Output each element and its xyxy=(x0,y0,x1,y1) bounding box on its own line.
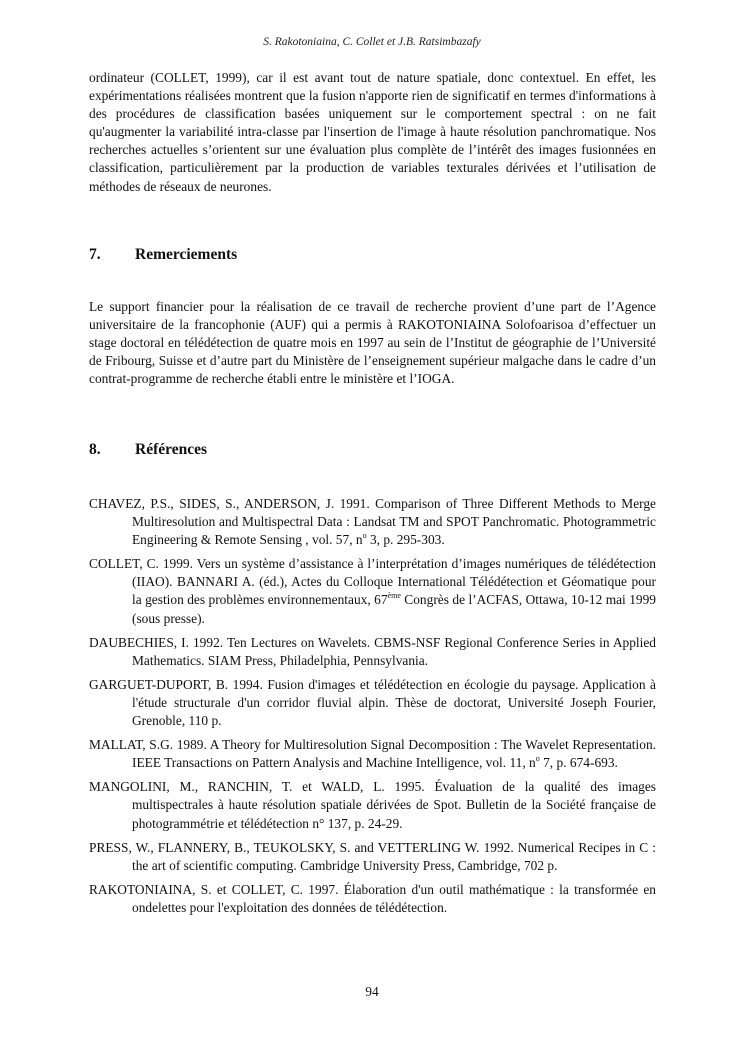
page-number: 94 xyxy=(365,984,379,999)
reference-item: GARGUET-DUPORT, B. 1994. Fusion d'images et télédétection en écologie du paysage. Application à l'étude structurale d'un corridor fluvial alpin. Thèse de doctorat, Université Joseph Fourier, Grenoble, 110 p. xyxy=(89,676,656,729)
reference-item: MALLAT, S.G. 1989. A Theory for Multiresolution Signal Decomposition : The Wavelet Representation. IEEE Transactions on Pattern Analysis and Machine Intelligence, vol. 11, $n^o$ 7, p. 674-693. xyxy=(89,737,656,771)
reference-item: PRESS, W., FLANNERY, B., TEUKOLSKY, S. and VETTERLING W. 1992. Numerical Recipes in C : the art of scientific computing. Cambridge University Press, Cambridge, 702 p. xyxy=(89,839,656,873)
reference-item: RAKOTONIAINA, S. et COLLET, C. 1997. Élaboration d'un outil mathématique : la transformée en ondelettes pour l'exploitation des données de télédétection. xyxy=(89,881,656,915)
section-heading-remerciements xyxy=(89,246,237,264)
section-number: 8. xyxy=(89,441,101,458)
reference-list xyxy=(89,495,656,923)
intro-paragraph: ordinateur (COLLET, 1999), car il est avant tout de nature spatiale, donc contextuel. En effet, les expérimentations réalisées montrent que la fusion n'apporte rien de significatif en termes d'informations à des procédures de classification basées uniquement sur le comportement spectral : on ne fait qu'augmenter la variabilité intra-classe par l'insertion de l'image à haute résolution panchromatique. Nos recherches actuelles s’orientent sur une évaluation plus complète de l’intérêt des images fusionnées en classification, particulièrement par la production de variables texturales dérivées et l’utilisation de méthodes de réseaux de neurones. xyxy=(89,70,656,194)
reference-item: DAUBECHIES, I. 1992. Ten Lectures on Wavelets. CBMS-NSF Regional Conference Series in Applied Mathematics. SIAM Press, Philadelphia, Pennsylvania. xyxy=(89,634,656,668)
section-heading-references xyxy=(89,441,207,459)
section-title: Remerciements xyxy=(135,246,238,263)
acknowledgements-paragraph: Le support financier pour la réalisation de ce travail de recherche provient d’une part de l’Agence universitaire de la francophonie (AUF) qui a permis à RAKOTONIAINA Solofoarisoa d’effectuer un stage doctoral en télédétection de quatre mois en 1997 au sein de l’Institut de géographie de l’Université de Fribourg, Suisse et d’autre part du Ministère de l’enseignement supérieur malgache dans le cadre d’un contrat-programme de recherche établi entre le ministère et l’IOGA. xyxy=(89,299,656,387)
reference-item: COLLET, C. 1999. Vers un système d’assistance à l’interprétation d’images numériques de télédétection (IIAO). BANNARI A. (éd.), Actes du Colloque International Télédétection et Géomatique pour la gestion des problèmes environnementaux, 67ème Congrès de l’ACFAS, Ottawa, 10-12 mai 1999 (sous presse). xyxy=(89,556,656,626)
reference-item: MANGOLINI, M., RANCHIN, T. et WALD, L. 1995. Évaluation de la qualité des images multispectrales à haute résolution spatiale dérivées de Spot. Bulletin de la Société française de photogrammétrie et télédétection n° 137, p. 24-29. xyxy=(89,779,656,831)
running-head: S. Rakotoniaina, C. Collet et J.B. Ratsimbazafy xyxy=(263,36,481,48)
section-title: Références xyxy=(135,441,208,458)
section-number: 7. xyxy=(89,246,101,263)
reference-item: CHAVEZ, P.S., SIDES, S., ANDERSON, J. 1991. Comparison of Three Different Methods to Merge Multiresolution and Multispectral Data : Landsat TM and SPOT Panchromatic. Photogrammetric Engineering & Remote Sensing , vol. 57, $n^o$ 3, p. 295-303. xyxy=(89,496,656,548)
